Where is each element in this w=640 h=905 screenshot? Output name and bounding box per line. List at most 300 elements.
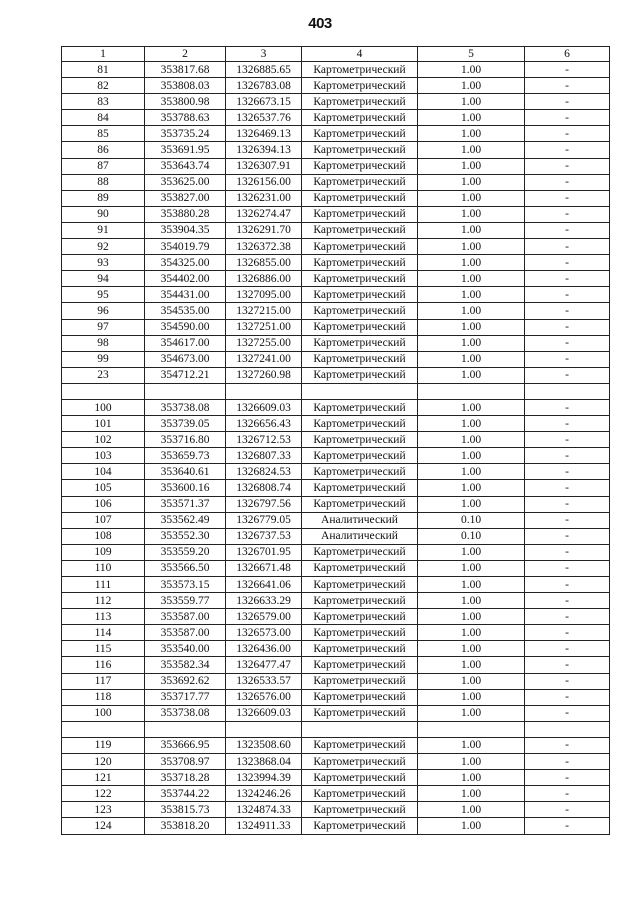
x-coordinate-cell: 353904.35	[145, 222, 226, 238]
point-number-cell: 122	[62, 786, 145, 802]
column-header: 1	[62, 47, 145, 62]
note-cell: -	[525, 625, 610, 641]
note-cell: -	[525, 560, 610, 576]
method-cell: Картометрический	[302, 94, 418, 110]
table-row	[62, 287, 610, 303]
point-number-cell: 102	[62, 432, 145, 448]
method-cell: Картометрический	[302, 560, 418, 576]
accuracy-cell: 1.00	[418, 351, 525, 367]
point-number-cell: 110	[62, 560, 145, 576]
y-coordinate-cell: 1326394.13	[226, 142, 302, 158]
point-number-cell: 97	[62, 319, 145, 335]
point-number-cell: 84	[62, 110, 145, 126]
point-number-cell: 95	[62, 287, 145, 303]
x-coordinate-cell: 353571.37	[145, 496, 226, 512]
column-header: 5	[418, 47, 525, 62]
method-cell: Картометрический	[302, 705, 418, 721]
accuracy-cell: 1.00	[418, 399, 525, 415]
table-row	[62, 158, 610, 174]
x-coordinate-cell: 353827.00	[145, 190, 226, 206]
y-coordinate-cell: 1326576.00	[226, 689, 302, 705]
accuracy-cell: 1.00	[418, 142, 525, 158]
method-cell: Картометрический	[302, 190, 418, 206]
y-coordinate-cell: 1326291.70	[226, 222, 302, 238]
x-coordinate-cell: 354590.00	[145, 319, 226, 335]
table-row	[62, 62, 610, 78]
accuracy-cell: 1.00	[418, 110, 525, 126]
table-row	[62, 94, 610, 110]
x-coordinate-cell: 353718.28	[145, 770, 226, 786]
table-row	[62, 625, 610, 641]
page-number: 403	[308, 15, 332, 32]
method-cell: Картометрический	[302, 158, 418, 174]
accuracy-cell: 1.00	[418, 689, 525, 705]
note-cell: -	[525, 754, 610, 770]
point-number-cell: 93	[62, 255, 145, 271]
accuracy-cell: 1.00	[418, 62, 525, 78]
table-row	[62, 190, 610, 206]
y-coordinate-cell: 1324874.33	[226, 802, 302, 818]
accuracy-cell: 1.00	[418, 560, 525, 576]
note-cell: -	[525, 786, 610, 802]
y-coordinate-cell: 1324246.26	[226, 786, 302, 802]
x-coordinate-cell: 353600.16	[145, 480, 226, 496]
method-cell: Картометрический	[302, 206, 418, 222]
note-cell: -	[525, 110, 610, 126]
x-coordinate-cell: 353708.97	[145, 754, 226, 770]
method-cell: Картометрический	[302, 432, 418, 448]
y-coordinate-cell: 1326885.65	[226, 62, 302, 78]
table-row	[62, 818, 610, 834]
y-coordinate-cell: 1327260.98	[226, 367, 302, 383]
point-number-cell: 98	[62, 335, 145, 351]
note-cell: -	[525, 802, 610, 818]
table-row	[62, 673, 610, 689]
x-coordinate-cell: 353540.00	[145, 641, 226, 657]
accuracy-cell: 1.00	[418, 158, 525, 174]
accuracy-cell: 1.00	[418, 448, 525, 464]
table-row	[62, 560, 610, 576]
point-number-cell: 104	[62, 464, 145, 480]
point-number-cell: 109	[62, 544, 145, 560]
table-row	[62, 432, 610, 448]
y-coordinate-cell: 1326469.13	[226, 126, 302, 142]
method-cell: Картометрический	[302, 689, 418, 705]
accuracy-cell: 0.10	[418, 528, 525, 544]
note-cell: -	[525, 94, 610, 110]
x-coordinate-cell: 353735.24	[145, 126, 226, 142]
note-cell: -	[525, 496, 610, 512]
accuracy-cell: 1.00	[418, 657, 525, 673]
y-coordinate-cell: 1327095.00	[226, 287, 302, 303]
accuracy-cell: 1.00	[418, 786, 525, 802]
method-cell: Картометрический	[302, 399, 418, 415]
point-number-cell: 118	[62, 689, 145, 705]
accuracy-cell: 1.00	[418, 609, 525, 625]
point-number-cell: 103	[62, 448, 145, 464]
method-cell: Картометрический	[302, 802, 418, 818]
y-coordinate-cell: 1326573.00	[226, 625, 302, 641]
x-coordinate-cell: 353566.50	[145, 560, 226, 576]
note-cell: -	[525, 255, 610, 271]
note-cell: -	[525, 190, 610, 206]
note-cell: -	[525, 319, 610, 335]
table-row	[62, 544, 610, 560]
note-cell: -	[525, 367, 610, 383]
accuracy-cell: 1.00	[418, 496, 525, 512]
accuracy-cell: 1.00	[418, 577, 525, 593]
x-coordinate-cell: 353817.68	[145, 62, 226, 78]
point-number-cell: 23	[62, 367, 145, 383]
x-coordinate-cell: 353552.30	[145, 528, 226, 544]
method-cell: Картометрический	[302, 222, 418, 238]
y-coordinate-cell: 1326609.03	[226, 399, 302, 415]
note-cell: -	[525, 399, 610, 415]
x-coordinate-cell: 354431.00	[145, 287, 226, 303]
table-row	[62, 721, 610, 737]
y-coordinate-cell: 1326609.03	[226, 705, 302, 721]
table-row	[62, 609, 610, 625]
point-number-cell: 114	[62, 625, 145, 641]
note-cell	[525, 383, 610, 399]
x-coordinate-cell	[145, 383, 226, 399]
y-coordinate-cell: 1326156.00	[226, 174, 302, 190]
note-cell: -	[525, 287, 610, 303]
point-number-cell: 113	[62, 609, 145, 625]
accuracy-cell: 1.00	[418, 737, 525, 753]
note-cell: -	[525, 818, 610, 834]
note-cell: -	[525, 448, 610, 464]
method-cell: Картометрический	[302, 126, 418, 142]
accuracy-cell: 1.00	[418, 190, 525, 206]
accuracy-cell: 1.00	[418, 544, 525, 560]
note-cell: -	[525, 528, 610, 544]
y-coordinate-cell: 1326783.08	[226, 78, 302, 94]
table-row	[62, 512, 610, 528]
note-cell: -	[525, 126, 610, 142]
x-coordinate-cell: 353666.95	[145, 737, 226, 753]
table-row	[62, 367, 610, 383]
accuracy-cell: 1.00	[418, 174, 525, 190]
x-coordinate-cell: 353659.73	[145, 448, 226, 464]
note-cell: -	[525, 673, 610, 689]
table-row	[62, 657, 610, 673]
x-coordinate-cell: 353582.34	[145, 657, 226, 673]
point-number-cell: 100	[62, 705, 145, 721]
note-cell: -	[525, 222, 610, 238]
note-cell: -	[525, 432, 610, 448]
x-coordinate-cell: 354617.00	[145, 335, 226, 351]
method-cell: Картометрический	[302, 239, 418, 255]
y-coordinate-cell: 1327255.00	[226, 335, 302, 351]
point-number-cell: 96	[62, 303, 145, 319]
accuracy-cell	[418, 383, 525, 399]
table-row	[62, 770, 610, 786]
table-row	[62, 335, 610, 351]
accuracy-cell: 1.00	[418, 239, 525, 255]
note-cell: -	[525, 464, 610, 480]
method-cell: Картометрический	[302, 625, 418, 641]
x-coordinate-cell	[145, 721, 226, 737]
table-row	[62, 786, 610, 802]
point-number-cell: 124	[62, 818, 145, 834]
accuracy-cell: 1.00	[418, 94, 525, 110]
point-number-cell: 91	[62, 222, 145, 238]
point-number-cell: 86	[62, 142, 145, 158]
y-coordinate-cell: 1326477.47	[226, 657, 302, 673]
y-coordinate-cell: 1327241.00	[226, 351, 302, 367]
method-cell: Картометрический	[302, 351, 418, 367]
accuracy-cell: 1.00	[418, 770, 525, 786]
method-cell: Картометрический	[302, 448, 418, 464]
accuracy-cell: 1.00	[418, 593, 525, 609]
accuracy-cell: 1.00	[418, 303, 525, 319]
note-cell: -	[525, 689, 610, 705]
column-header: 3	[226, 47, 302, 62]
y-coordinate-cell: 1326307.91	[226, 158, 302, 174]
y-coordinate-cell: 1323868.04	[226, 754, 302, 770]
coordinates-table	[61, 46, 610, 835]
accuracy-cell: 1.00	[418, 818, 525, 834]
x-coordinate-cell: 353717.77	[145, 689, 226, 705]
note-cell: -	[525, 577, 610, 593]
table-row	[62, 319, 610, 335]
table-row	[62, 641, 610, 657]
point-number-cell: 92	[62, 239, 145, 255]
y-coordinate-cell: 1326633.29	[226, 593, 302, 609]
accuracy-cell: 1.00	[418, 78, 525, 94]
accuracy-cell: 1.00	[418, 464, 525, 480]
method-cell: Аналитический	[302, 528, 418, 544]
y-coordinate-cell: 1326824.53	[226, 464, 302, 480]
point-number-cell: 89	[62, 190, 145, 206]
method-cell: Картометрический	[302, 303, 418, 319]
y-coordinate-cell: 1327251.00	[226, 319, 302, 335]
note-cell: -	[525, 239, 610, 255]
table-row	[62, 528, 610, 544]
point-number-cell: 107	[62, 512, 145, 528]
y-coordinate-cell: 1326737.53	[226, 528, 302, 544]
accuracy-cell: 1.00	[418, 367, 525, 383]
table-row	[62, 480, 610, 496]
point-number-cell: 90	[62, 206, 145, 222]
note-cell: -	[525, 512, 610, 528]
method-cell: Картометрический	[302, 609, 418, 625]
note-cell: -	[525, 737, 610, 753]
x-coordinate-cell: 353800.98	[145, 94, 226, 110]
table-row	[62, 737, 610, 753]
note-cell: -	[525, 271, 610, 287]
method-cell: Картометрический	[302, 271, 418, 287]
point-number-cell: 120	[62, 754, 145, 770]
note-cell: -	[525, 351, 610, 367]
x-coordinate-cell: 353738.08	[145, 399, 226, 415]
y-coordinate-cell: 1326712.53	[226, 432, 302, 448]
table-row	[62, 255, 610, 271]
point-number-cell: 94	[62, 271, 145, 287]
x-coordinate-cell: 353716.80	[145, 432, 226, 448]
method-cell: Картометрический	[302, 754, 418, 770]
y-coordinate-cell: 1326886.00	[226, 271, 302, 287]
accuracy-cell: 1.00	[418, 126, 525, 142]
method-cell	[302, 383, 418, 399]
note-cell: -	[525, 609, 610, 625]
accuracy-cell	[418, 721, 525, 737]
table-body	[62, 62, 610, 835]
point-number-cell	[62, 383, 145, 399]
table-row	[62, 448, 610, 464]
method-cell: Картометрический	[302, 62, 418, 78]
x-coordinate-cell: 354019.79	[145, 239, 226, 255]
y-coordinate-cell	[226, 721, 302, 737]
method-cell: Картометрический	[302, 657, 418, 673]
note-cell: -	[525, 206, 610, 222]
y-coordinate-cell: 1323994.39	[226, 770, 302, 786]
table-row	[62, 416, 610, 432]
point-number-cell: 83	[62, 94, 145, 110]
y-coordinate-cell: 1326808.74	[226, 480, 302, 496]
x-coordinate-cell: 353559.77	[145, 593, 226, 609]
x-coordinate-cell: 354712.21	[145, 367, 226, 383]
note-cell: -	[525, 142, 610, 158]
y-coordinate-cell: 1324911.33	[226, 818, 302, 834]
y-coordinate-cell: 1326701.95	[226, 544, 302, 560]
y-coordinate-cell: 1323508.60	[226, 737, 302, 753]
method-cell: Картометрический	[302, 770, 418, 786]
accuracy-cell: 1.00	[418, 222, 525, 238]
method-cell: Картометрический	[302, 737, 418, 753]
y-coordinate-cell: 1326855.00	[226, 255, 302, 271]
accuracy-cell: 1.00	[418, 641, 525, 657]
x-coordinate-cell: 353818.20	[145, 818, 226, 834]
point-number-cell: 115	[62, 641, 145, 657]
table-row	[62, 206, 610, 222]
y-coordinate-cell: 1326807.33	[226, 448, 302, 464]
accuracy-cell: 0.10	[418, 512, 525, 528]
x-coordinate-cell: 354535.00	[145, 303, 226, 319]
table-row	[62, 271, 610, 287]
method-cell: Картометрический	[302, 319, 418, 335]
method-cell: Картометрический	[302, 786, 418, 802]
y-coordinate-cell: 1326797.56	[226, 496, 302, 512]
method-cell: Картометрический	[302, 544, 418, 560]
note-cell: -	[525, 705, 610, 721]
point-number-cell: 82	[62, 78, 145, 94]
x-coordinate-cell: 353587.00	[145, 625, 226, 641]
x-coordinate-cell: 354325.00	[145, 255, 226, 271]
accuracy-cell: 1.00	[418, 319, 525, 335]
accuracy-cell: 1.00	[418, 416, 525, 432]
x-coordinate-cell: 353739.05	[145, 416, 226, 432]
point-number-cell	[62, 721, 145, 737]
accuracy-cell: 1.00	[418, 335, 525, 351]
table-row	[62, 802, 610, 818]
table-row	[62, 464, 610, 480]
accuracy-cell: 1.00	[418, 480, 525, 496]
table-row	[62, 222, 610, 238]
table-row	[62, 78, 610, 94]
method-cell: Картометрический	[302, 78, 418, 94]
note-cell: -	[525, 641, 610, 657]
method-cell: Картометрический	[302, 641, 418, 657]
table-row	[62, 351, 610, 367]
table-row	[62, 110, 610, 126]
method-cell: Картометрический	[302, 416, 418, 432]
point-number-cell: 101	[62, 416, 145, 432]
method-cell: Картометрический	[302, 496, 418, 512]
x-coordinate-cell: 353738.08	[145, 705, 226, 721]
note-cell: -	[525, 770, 610, 786]
table-row	[62, 593, 610, 609]
y-coordinate-cell: 1326656.43	[226, 416, 302, 432]
column-header: 6	[525, 47, 610, 62]
x-coordinate-cell: 353643.74	[145, 158, 226, 174]
note-cell: -	[525, 303, 610, 319]
table-row	[62, 174, 610, 190]
method-cell: Картометрический	[302, 480, 418, 496]
table-row	[62, 126, 610, 142]
x-coordinate-cell: 353808.03	[145, 78, 226, 94]
note-cell: -	[525, 480, 610, 496]
method-cell: Картометрический	[302, 367, 418, 383]
accuracy-cell: 1.00	[418, 206, 525, 222]
table-row	[62, 689, 610, 705]
point-number-cell: 112	[62, 593, 145, 609]
x-coordinate-cell: 353788.63	[145, 110, 226, 126]
table-row	[62, 754, 610, 770]
point-number-cell: 117	[62, 673, 145, 689]
method-cell: Картометрический	[302, 593, 418, 609]
method-cell: Аналитический	[302, 512, 418, 528]
y-coordinate-cell: 1326533.57	[226, 673, 302, 689]
note-cell: -	[525, 335, 610, 351]
x-coordinate-cell: 354673.00	[145, 351, 226, 367]
y-coordinate-cell: 1326779.05	[226, 512, 302, 528]
x-coordinate-cell: 353573.15	[145, 577, 226, 593]
x-coordinate-cell: 353587.00	[145, 609, 226, 625]
table-row	[62, 705, 610, 721]
point-number-cell: 88	[62, 174, 145, 190]
x-coordinate-cell: 353880.28	[145, 206, 226, 222]
method-cell	[302, 721, 418, 737]
point-number-cell: 121	[62, 770, 145, 786]
accuracy-cell: 1.00	[418, 754, 525, 770]
point-number-cell: 116	[62, 657, 145, 673]
x-coordinate-cell: 353744.22	[145, 786, 226, 802]
point-number-cell: 85	[62, 126, 145, 142]
y-coordinate-cell	[226, 383, 302, 399]
y-coordinate-cell: 1326537.76	[226, 110, 302, 126]
point-number-cell: 81	[62, 62, 145, 78]
x-coordinate-cell: 353640.61	[145, 464, 226, 480]
method-cell: Картометрический	[302, 577, 418, 593]
point-number-cell: 100	[62, 399, 145, 415]
table-row	[62, 577, 610, 593]
y-coordinate-cell: 1326673.15	[226, 94, 302, 110]
method-cell: Картометрический	[302, 335, 418, 351]
y-coordinate-cell: 1326372.38	[226, 239, 302, 255]
method-cell: Картометрический	[302, 255, 418, 271]
accuracy-cell: 1.00	[418, 705, 525, 721]
method-cell: Картометрический	[302, 287, 418, 303]
x-coordinate-cell: 353562.49	[145, 512, 226, 528]
point-number-cell: 99	[62, 351, 145, 367]
accuracy-cell: 1.00	[418, 432, 525, 448]
y-coordinate-cell: 1327215.00	[226, 303, 302, 319]
accuracy-cell: 1.00	[418, 673, 525, 689]
table-row	[62, 496, 610, 512]
table-row	[62, 239, 610, 255]
